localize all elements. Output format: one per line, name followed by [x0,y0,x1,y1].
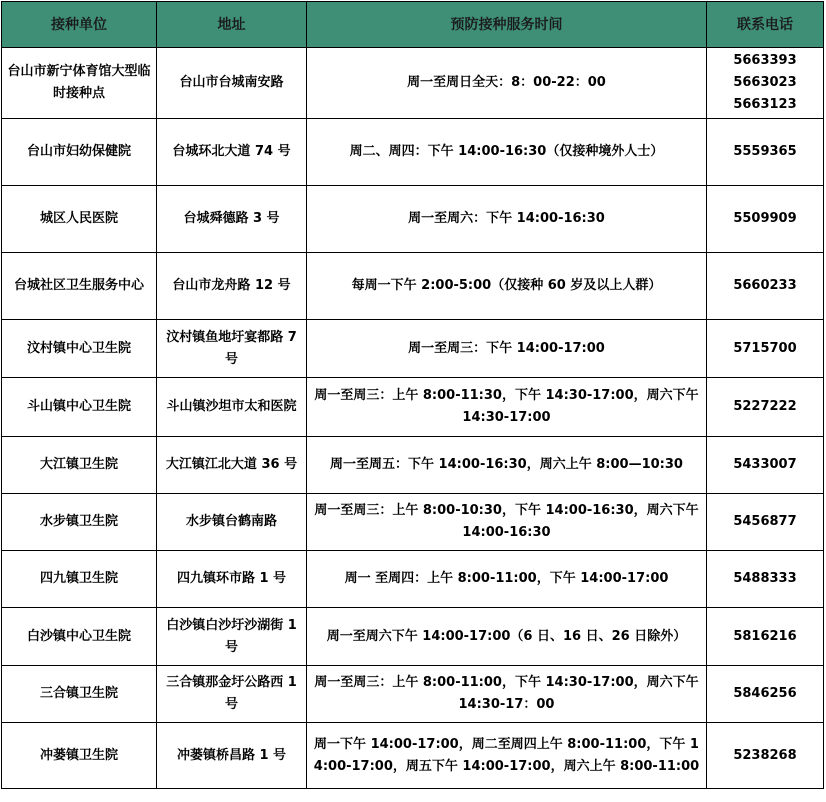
cell-unit: 台城社区卫生服务中心 [2,253,157,320]
phone-number: 5663123 [733,97,797,112]
cell-phone [707,494,824,551]
cell-unit: 台山市妇幼保健院 [2,119,157,186]
cell-phone [707,666,824,723]
phone-number: 5227222 [733,399,797,414]
cell-address: 水步镇台鹤南路 [157,494,307,551]
cell-address: 白沙镇白沙圩沙湖街 1 号 [157,608,307,666]
header-unit: 接种单位 [2,2,157,48]
cell-unit: 城区人民医院 [2,186,157,253]
cell-unit: 白沙镇中心卫生院 [2,608,157,666]
cell-unit: 四九镇卫生院 [2,551,157,608]
cell-unit: 斗山镇中心卫生院 [2,378,157,437]
cell-phone [707,437,824,494]
cell-phone [707,320,824,378]
cell-unit: 台山市新宁体育馆大型临时接种点 [2,48,157,119]
table-row [2,48,824,119]
phone-number: 5663023 [733,75,797,90]
phone-number: 5715700 [733,340,797,356]
cell-address: 四九镇环市路 1 号 [157,551,307,608]
phone-number: 5559365 [733,144,797,159]
cell-hours: 周一至周三：上午 8:00-11:00，下午 14:30-17:00，周六下午 14:30-17：00 [307,666,707,723]
cell-phone [707,378,824,437]
cell-address: 大江镇江北大道 36 号 [157,437,307,494]
cell-unit: 水步镇卫生院 [2,494,157,551]
cell-unit: 冲蒌镇卫生院 [2,723,157,789]
cell-phone [707,48,824,119]
cell-phone [707,253,824,320]
phone-number: 5456877 [733,514,797,529]
phone-number: 5238268 [733,747,797,763]
cell-hours: 周一至周六：下午 14:00-16:30 [307,186,707,253]
cell-address: 冲蒌镇桥昌路 1 号 [157,723,307,789]
cell-phone [707,186,824,253]
cell-address: 台山市龙舟路 12 号 [157,253,307,320]
table-row [2,437,824,494]
cell-phone [707,608,824,666]
cell-phone [707,723,824,789]
table-row [2,119,824,186]
phone-number: 5816216 [733,628,797,644]
cell-hours: 周一 至周四：上午 8:00-11:00，下午 14:00-17:00 [307,551,707,608]
cell-address: 台城舜德路 3 号 [157,186,307,253]
table-row [2,378,824,437]
header-address: 地址 [157,2,307,48]
cell-hours: 周一至周三：上午 8:00-10:30，下午 14:00-16:30，周六下午 14:00-16:30 [307,494,707,551]
cell-hours: 周一至周三：下午 14:00-17:00 [307,320,707,378]
cell-address: 汶村镇鱼地圩宴都路 7 号 [157,320,307,378]
table-row [2,320,824,378]
phone-number: 5846256 [733,686,797,701]
cell-address: 三合镇那金圩公路西 1 号 [157,666,307,723]
table-row [2,666,824,723]
cell-hours: 周一至周五：下午 14:00-16:30，周六上午 8:00—10:30 [307,437,707,494]
table-row [2,551,824,608]
cell-phone [707,119,824,186]
cell-hours: 周二、周四：下午 14:00-16:30（仅接种境外人士） [307,119,707,186]
cell-hours: 周一至周三：上午 8:00-11:30，下午 14:30-17:00，周六下午 14:30-17:00 [307,378,707,437]
table-row [2,253,824,320]
cell-hours: 周一至周六下午 14:00-17:00（6 日、16 日、26 日除外） [307,608,707,666]
vaccination-schedule-table [1,1,824,789]
table-header-row [2,2,824,48]
cell-hours: 周一至周日全天：8：00-22：00 [307,48,707,119]
header-phone: 联系电话 [707,2,824,48]
phone-number: 5509909 [733,211,797,226]
table-row [2,608,824,666]
table-row [2,186,824,253]
cell-unit: 汶村镇中心卫生院 [2,320,157,378]
cell-address: 台城环北大道 74 号 [157,119,307,186]
table-row [2,494,824,551]
phone-number: 5433007 [733,457,797,472]
header-hours: 预防接种服务时间 [307,2,707,48]
phone-number: 5663393 [733,53,797,68]
cell-unit: 三合镇卫生院 [2,666,157,723]
phone-number: 5488333 [733,571,797,586]
table-row [2,723,824,789]
cell-hours: 周一下午 14:00-17:00，周二至周四上午 8:00-11:00，下午 14:00-17:00，周五下午 14:00-17:00，周六上午 8:00-11:00 [307,723,707,789]
cell-hours: 每周一下午 2:00-5:00（仅接种 60 岁及以上人群） [307,253,707,320]
cell-unit: 大江镇卫生院 [2,437,157,494]
cell-address: 斗山镇沙坦市太和医院 [157,378,307,437]
cell-address: 台山市台城南安路 [157,48,307,119]
cell-phone [707,551,824,608]
phone-number: 5660233 [733,278,797,293]
